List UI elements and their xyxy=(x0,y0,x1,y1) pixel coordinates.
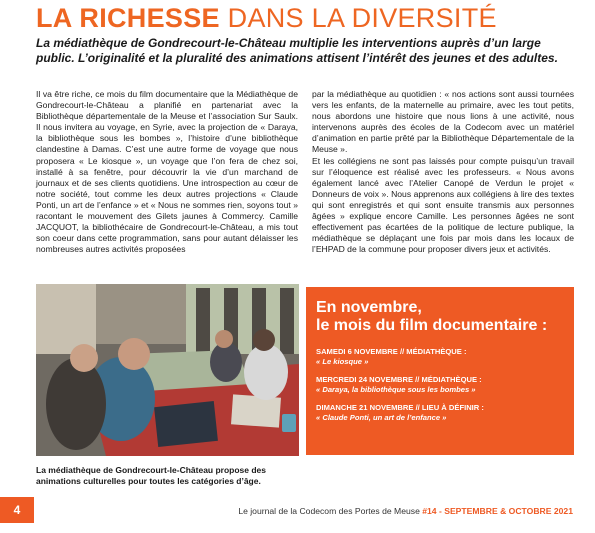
screening-date-place: DIMANCHE 21 NOVEMBRE // LIEU À DÉFINIR : xyxy=(316,403,484,412)
article-left-column xyxy=(36,89,298,255)
activity-photo xyxy=(36,284,299,456)
screening-film: « Le kiosque » xyxy=(316,357,369,366)
article-lead: La médiathèque de Gondrecourt-le-Château multiplie les interventions auprès d’un large public. L’originalité et la pluralité des animations attisent l’intérêt des jeunes et des adultes. xyxy=(36,36,558,65)
screening-date-place: SAMEDI 6 NOVEMBRE // MÉDIATHÈQUE : xyxy=(316,347,467,356)
page-number-tab: 4 xyxy=(0,497,34,523)
promo-title xyxy=(316,299,564,335)
article-title-light: DANS LA DIVERSITÉ xyxy=(227,3,497,33)
article-title xyxy=(36,3,497,33)
screening-list xyxy=(316,347,564,423)
photo-caption: La médiathèque de Gondrecourt-le-Château propose des animations culturelles pour toutes les catégories d’âge. xyxy=(36,465,267,486)
screening-date-place: MERCREDI 24 NOVEMBRE // MÉDIATHÈQUE : xyxy=(316,375,482,384)
screening-film: « Claude Ponti, un art de l’enfance » xyxy=(316,413,447,422)
promo-title-line2: le mois du film documentaire : xyxy=(316,317,548,334)
activity-photo-illustration xyxy=(36,284,299,456)
documentary-month-box xyxy=(306,287,574,455)
screening-item xyxy=(316,403,564,423)
promo-title-line1: En novembre, xyxy=(316,299,422,316)
footer-journal-name: Le journal de la Codecom des Portes de Meuse xyxy=(238,506,420,516)
page-footer xyxy=(238,505,573,517)
footer-issue: #14 - SEPTEMBRE & OCTOBRE 2021 xyxy=(422,506,573,516)
right-column-paragraph-1: par la médiathèque au quotidien : « nos actions sont aussi tournées vers les enfants, de la maternelle au primaire, avec les tout petits, nous abordons une histoire que nous lions à une activité, nous intervenons auprès des écoles de la Codecom avec un matériel d’animation en partie prêté par la Bibliothèque Départementale de la Meuse ». xyxy=(312,89,574,155)
article-title-strong: LA RICHESSE xyxy=(36,3,220,33)
left-column-text: Il va être riche, ce mois du film documentaire que la Médiathèque de Gondrecourt-le-Château a planifié en partenariat avec la Bibliothèque départementale de la Meuse et l’association Sur Saulx. Il nous invitera au voyage, en Syrie, avec la projection de « Daraya, la bibliothèque sous les bombes », l’histoire d’une bibliothèque clandestine à Damas. C’est une autre forme de voyage que nous proposera « Le kiosque », un voyage que l’on fera de chez soi, installé à sa fenêtre, pour découvrir la vie d’un marchand de journaux et de ses clients quotidiens. Une introspection au cœur de notre société, tout comme les deux autres projections « Claude Ponti, un art de l’enfance » et « Nous ne sommes rien, soyons tout » racontant le mouvement des Gilets jaunes à Commercy. Camille JACQUOT, la bibliothécaire de Gondrecourt-le-Château, a mis tout son coeur dans cette programmation, sans pour autant délaisser les nombreuses autres activités proposées xyxy=(36,89,298,255)
screening-film: « Daraya, la bibliothèque sous les bombes » xyxy=(316,385,476,394)
article-right-column xyxy=(312,89,574,255)
right-column-paragraph-2: Et les collégiens ne sont pas laissés pour compte puisqu’un travail sur l’éloquence est réalisé avec les professeurs. « Nous avons également lancé avec l’Atelier Canopé de Verdun le projet « Donneurs de voix ». Nous apprenons aux collégiens à lire des textes qui sont enregistrés et qui sont ensuite transmis aux personnes âgées » explique encore Camille. Les personnes âgées ne sont effectivement pas écartées de la politique de lecture publique, la médiathèque se déplaçant une fois par mois dans les locaux de l’EHPAD de la commune pour proposer divers jeux et activités. xyxy=(312,155,574,255)
screening-item xyxy=(316,347,564,367)
screening-item xyxy=(316,375,564,395)
